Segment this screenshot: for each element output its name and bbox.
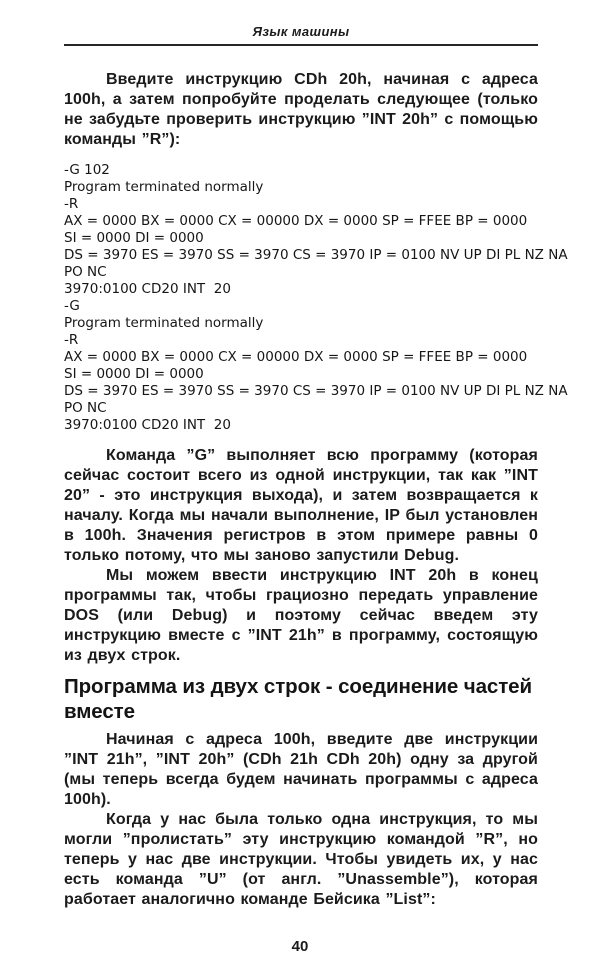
code-line: -G bbox=[64, 298, 80, 314]
code-line: AX = 0000 BX = 0000 CX = 00000 DX = 0000 SP = FFEE BP = 0000 bbox=[64, 213, 528, 229]
code-line: PO NC bbox=[64, 264, 107, 280]
page-header bbox=[64, 24, 538, 46]
code-line: PO NC bbox=[64, 400, 107, 416]
code-line: DS = 3970 ES = 3970 SS = 3970 CS = 3970 IP = 0100 NV UP DI PL NZ NA bbox=[64, 383, 568, 399]
code-line: AX = 0000 BX = 0000 CX = 00000 DX = 0000 SP = FFEE BP = 0000 bbox=[64, 349, 528, 365]
debug-listing bbox=[64, 162, 568, 434]
code-line: SI = 0000 DI = 0000 bbox=[64, 366, 204, 382]
paragraph-g-command: Команда ”G” выполняет всю программу (которая сейчас состоит всего из одной инструкции, так как ”INT 20” - это инструкция выхода), и затем возвращается к началу. Когда мы начали выполнение, IP был установлен в 100h. Значения регистров в этом примере равны 0 только потому, что мы заново запустили Debug. bbox=[64, 447, 538, 564]
code-line: 3970:0100 CD20 INT 20 bbox=[64, 417, 231, 433]
code-line: Program terminated normally bbox=[64, 315, 264, 331]
paragraph-unassemble: Когда у нас была только одна инструкция, то мы могли ”пролистать” эту инструкцию командой ”R”, но теперь у нас две инструкции. Чтобы увидеть их, у нас есть команда ”U” (от англ. ”Unassemble”), которая работает аналогично команде Бейсика ”List”: bbox=[64, 811, 538, 908]
code-line: Program terminated normally bbox=[64, 179, 264, 195]
page-number: 40 bbox=[291, 938, 309, 955]
code-line: 3970:0100 CD20 INT 20 bbox=[64, 281, 231, 297]
code-line: SI = 0000 DI = 0000 bbox=[64, 230, 204, 246]
code-line: -R bbox=[64, 332, 79, 348]
paragraph-intro: Введите инструкцию CDh 20h, начиная с адреса 100h, а затем попробуйте проделать следующее (только не забудьте проверить инструкцию ”INT 20h” с помощью команды ”R”): bbox=[64, 71, 538, 148]
section-heading: Программа из двух строк - соединение частей вместе bbox=[64, 675, 532, 723]
code-line: -R bbox=[64, 196, 79, 212]
code-line: -G 102 bbox=[64, 162, 110, 178]
page-content bbox=[64, 70, 568, 910]
paragraph-int20h: Мы можем ввести инструкцию INT 20h в конец программы так, чтобы грациозно передать управление DOS (или Debug) и поэтому сейчас введем эту инструкцию вместе с ”INT 21h” в программу, состоящую из двух строк. bbox=[64, 567, 538, 664]
paragraph-two-instructions: Начиная с адреса 100h, введите две инструкции ”INT 21h”, ”INT 20h” (CDh 21h CDh 20h) одну за другой (мы теперь всегда будем начинать программы с адреса 100h). bbox=[64, 731, 538, 808]
code-line: DS = 3970 ES = 3970 SS = 3970 CS = 3970 IP = 0100 NV UP DI PL NZ NA bbox=[64, 247, 568, 263]
running-head-title: Язык машины bbox=[252, 24, 350, 39]
